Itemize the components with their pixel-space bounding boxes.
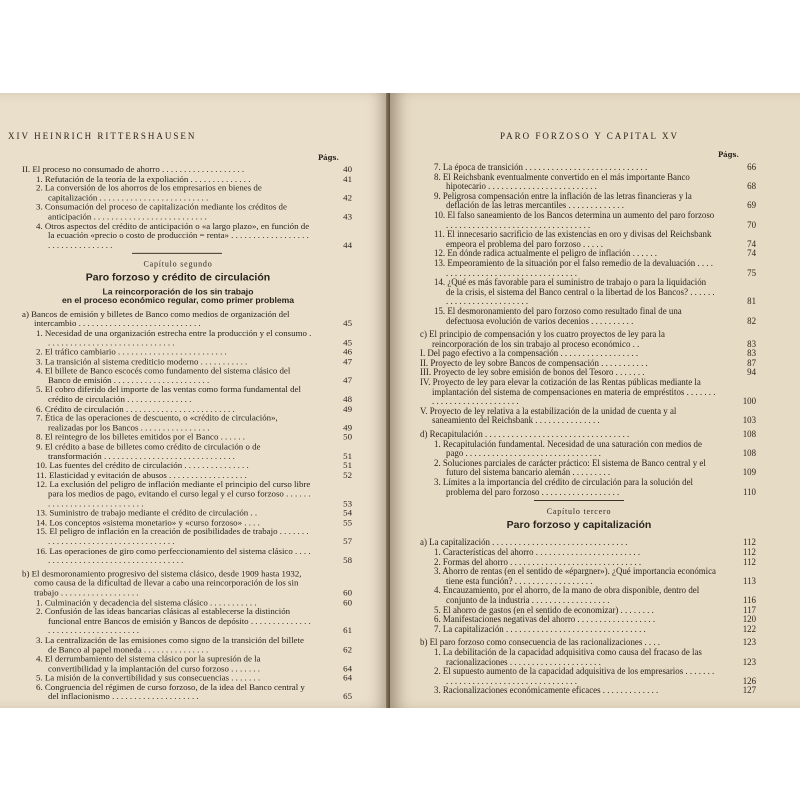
toc-entry-title: 1. La debilitación de la capacidad adquisitiva como causa del fracaso de las racionalizaciones . . . . . . . . . . . . . . . . . . . . .	[434, 646, 702, 667]
toc-entry	[22, 308, 352, 329]
toc-entry	[420, 457, 756, 478]
toc-entry	[22, 182, 352, 203]
toc-page-number: 49	[343, 422, 352, 433]
toc-page-number: 83	[747, 338, 756, 349]
toc-entry-title: 4. Otros aspectos del crédito de anticipación o «a largo plazo», en función de la ecuación «precio o costo de producción = renta» . . . . . . . . . . . . . . . . . . . . . . . . . . . . . . . . .	[36, 220, 310, 250]
toc-entry-title: 2. El tráfico cambiario . . . . . . . . . . . . . . . . . . . . . . . . .	[36, 346, 227, 357]
toc-page-number: 57	[343, 536, 352, 547]
toc-page-number: 108	[742, 429, 756, 440]
toc-page-number: 41	[343, 173, 352, 184]
toc-page-number: 45	[343, 318, 352, 329]
toc-entry	[420, 685, 756, 696]
toc-page-number: 47	[343, 375, 352, 386]
toc-page-number: 87	[747, 357, 756, 368]
toc-page-number: 65	[343, 691, 352, 702]
toc-entry-title: I. Del pago efectivo a la compensación . . . . . . . . . . . . . . . . . .	[420, 348, 639, 359]
toc-entry-title: 2. Formas del ahorro . . . . . . . . . . . . . . . . . . . . . . . . . . . . . .	[434, 556, 642, 567]
toc-entry-title: d) Recapitulación . . . . . . . . . . . . . . . . . . . . . . . . . . . . . . . . .	[420, 429, 630, 440]
toc-entry-title: IV. Proyecto de ley para elevar la cotización de las Rentas públicas mediante la implantación del sistema de compensaciones en materia de empréstitos . . . . . . . . . . . . . . . . . . . . . . . . . . .	[420, 377, 716, 407]
right-entries-d	[420, 429, 756, 497]
toc-entry-title: 10. Las fuentes del crédito de circulación . . . . . . . . . . . . . . .	[36, 460, 249, 471]
toc-entry-title: V. Proyecto de ley relativa a la estabilización de la unidad de cuenta y al saneamiento del Reichsbank . . . . . . . . . . . . . . .	[420, 405, 677, 426]
section-rule	[132, 253, 222, 254]
toc-entry-title: 6. Crédito de circulación . . . . . . . . . . . . . . . . . . . . . . . . .	[36, 403, 235, 414]
toc-page-number: 50	[343, 431, 352, 442]
toc-entry	[420, 377, 756, 407]
toc-entry	[22, 384, 352, 405]
left-entries-a	[22, 308, 352, 566]
toc-entry-title: 7. La capitalización . . . . . . . . . . . . . . . . . . . . . . . . . . . . . . . .	[434, 623, 646, 634]
right-pags-label: Págs.	[718, 150, 739, 159]
toc-entry-title: 8. El reintegro de los billetes emitidos por el Banco . . . . . .	[36, 431, 246, 442]
toc-entry-title: 11. El innecesario sacrificio de las existencias en oro y divisas del Reichsbank empeora el problema del paro forzoso . . . . .	[434, 229, 712, 249]
toc-page-number: 112	[743, 546, 756, 557]
right-entries-b3	[420, 637, 756, 696]
toc-entry	[22, 568, 352, 598]
toc-entry-title: II. Proyecto de ley sobre Bancos de compensación . . . . . . . . . . .	[420, 357, 648, 368]
toc-entry-title: 9. El crédito a base de billetes como crédito de circulación o de transformación . . . . . . . . . . . . . . . . . . . . . . . . . . . . . .	[36, 441, 261, 461]
toc-entry-title: 1. Recapitulación fundamental. Necesidad de una saturación con medios de pago . . . . . . . . . . . . . . . . . . . . . . . . . . . . . . .	[434, 438, 702, 459]
toc-page-number: 53	[343, 498, 352, 509]
right-content	[420, 162, 756, 696]
toc-entry-title: 7. La época de transición . . . . . . . . . . . . . . . . . . . . . . . . . . . .	[434, 162, 648, 172]
toc-entry	[420, 666, 756, 686]
toc-entry	[420, 305, 756, 326]
toc-entry-title: 9. Peligrosa compensación entre la inflación de las letras financieras y la deflación de las letras mercantiles . . . . . . . . . . . . .	[434, 190, 692, 211]
right-running-head: PARO FORZOSO Y CAPITAL XV	[500, 131, 679, 141]
toc-page-number: 75	[747, 267, 756, 278]
toc-entry-title: 13. Suministro de trabajo mediante el crédito de circulación . .	[36, 507, 258, 518]
toc-page-number: 82	[747, 315, 756, 326]
toc-entry	[420, 623, 756, 635]
toc-entry	[420, 257, 756, 278]
toc-entry-title: 3. Consumación del proceso de capitalización mediante los créditos de anticipación . . . . . . . . . . . . . . . . . . . . . . . . . .	[36, 201, 287, 222]
toc-entry-title: 3. Ahorro de rentas (en el sentido de «épargner»). ¿Qué importancia económica tiene esta función? . . . . . . . . . . . . . . . . . .	[434, 566, 717, 586]
toc-page-number: 113	[743, 575, 756, 586]
toc-page-number: 103	[742, 415, 756, 426]
toc-entry-title: 2. Soluciones parciales de carácter práctico: El sistema de Banco central y el futuro del sistema bancario alemán . . . . . . . . .	[434, 457, 706, 478]
toc-entry-title: 14. ¿Qué es más favorable para el suministro de trabajo o para la liquidación de la crisis, el sistema del Banco central o la libertad de los Bancos? . . . . . . . . . . . . . . . . . . . . . . . . .	[434, 277, 715, 307]
toc-page-number: 40	[343, 164, 352, 174]
toc-entry	[22, 413, 352, 433]
toc-entry-title: 1. Culminación y decadencia del sistema clásico . . . . . . . . . . .	[36, 596, 257, 607]
toc-page-number: 116	[743, 594, 756, 605]
toc-entry-title: c) El principio de compensación y los cuatro proyectos de ley para la reincorporación de los sin trabajo al proceso económico . .	[420, 329, 665, 349]
toc-page-number: 74	[747, 238, 756, 249]
toc-entry-title: 3. Racionalizaciones económicamente eficaces . . . . . . . . . . . . .	[434, 685, 659, 696]
toc-page-number: 83	[747, 348, 756, 359]
toc-entry	[420, 171, 756, 192]
toc-entry-title: 3. Límites a la importancia del crédito de circulación para la solución del problema del paro forzoso . . . . . . . . . . . . . . . . . .	[434, 477, 694, 497]
toc-page-number: 122	[742, 623, 756, 634]
toc-page-number: 64	[343, 672, 352, 683]
toc-entry-title: 4. El derrumbamiento del sistema clásico por la supresión de la convertibilidad y la implantación del curso forzoso . . . . . . .	[36, 653, 261, 674]
toc-entry	[420, 209, 756, 230]
toc-entry-title: b) El desmoronamiento progresivo del sistema clásico, desde 1909 hasta 1932, como causa de la dificultad de llevar a cabo una reincorporación de los sin trabajo . . . . . . . . . . . . . . . . . .	[22, 568, 302, 598]
left-entries-top	[22, 164, 352, 250]
chapter-title: Paro forzoso y crédito de circulación	[85, 271, 271, 284]
toc-entry	[420, 438, 756, 459]
toc-entry-title: 2. El supuesto aumento de la capacidad adquisitiva de los empresarios . . . . . . . . . . . . . . . . . . . . . . . . . . . . . . . . . . . . .	[434, 666, 715, 686]
toc-entry	[22, 479, 352, 509]
toc-page-number: 74	[747, 248, 756, 259]
chapter-subtitle-2: en el proceso económico regular, como primer problema	[61, 295, 295, 306]
toc-entry-title: 8. El Reichsbank eventualmente convertido en el más importante Banco hipotecario . . . . . . . . . . . . . . . . . . . . . . . . .	[434, 171, 690, 192]
toc-page-number: 55	[343, 517, 352, 528]
toc-page-number: 62	[343, 644, 352, 655]
left-pags-label: Págs.	[318, 153, 339, 162]
toc-entry	[420, 585, 756, 605]
toc-entry-title: 6. Manifestaciones negativas del ahorro . . . . . . . . . . . . . . . . . .	[434, 614, 656, 625]
toc-entry-title: 1. Características del ahorro . . . . . . . . . . . . . . . . . . . . . . . .	[434, 546, 641, 557]
toc-entry	[420, 405, 756, 426]
toc-page-number: 58	[343, 555, 352, 565]
right-entries-c	[420, 329, 756, 426]
toc-entry	[420, 646, 756, 667]
toc-page-number: 112	[743, 537, 756, 548]
left-content	[22, 164, 352, 702]
toc-entry-title: 6. Congruencia del régimen de curso forzoso, de la idea del Banco central y del inflacionismo . . . . . . . . . . . . . . . . . . . .	[36, 682, 305, 702]
toc-entry-title: 5. La misión de la convertibilidad y sus consecuencias . . . . . . .	[36, 672, 261, 683]
toc-page-number: 108	[742, 448, 756, 459]
toc-entry	[22, 634, 352, 655]
toc-entry	[420, 477, 756, 497]
toc-entry	[22, 653, 352, 674]
toc-entry-title: 2. Confusión de las ideas bancarias clásicas al establecerse la distinción funcional entre Bancos de emisión y Bancos de depósito . . . . . . . . . . . . . . . . . . . . . . . . . . . . . . . . . . .	[36, 606, 311, 636]
toc-entry-title: 4. El billete de Banco escocés como fundamento del sistema clásico del Banco de emisión . . . . . . . . . . . . . . . . . . . . . .	[36, 365, 291, 386]
toc-entry-title: b) El paro forzoso como consecuencia de las racionalizaciones . . . .	[420, 637, 661, 648]
right-page	[390, 93, 800, 708]
toc-page-number: 81	[747, 296, 756, 307]
toc-page-number: 112	[743, 556, 756, 567]
toc-entry-title: a) La capitalización . . . . . . . . . . . . . . . . . . . . . . . . . . . . . . .	[420, 537, 628, 548]
toc-page-number: 61	[343, 625, 352, 636]
toc-page-number: 42	[343, 192, 352, 203]
toc-entry	[22, 201, 352, 222]
toc-entry-title: III. Proyecto de ley sobre emisión de bonos del Tesoro . . . . . . .	[420, 367, 645, 378]
toc-entry-title: 1. Refutación de la teoría de la expoliación . . . . . . . . . . . . . .	[36, 173, 251, 184]
toc-entry-title: 4. Encauzamiento, por el ahorro, de la mano de obra disponible, dentro del conjunto de la industria . . . . . . . . . . . . . . . . . .	[434, 585, 700, 605]
toc-entry-title: 10. El falso saneamiento de los Bancos determina un aumento del paro forzoso . . . . . . . . . . . . . . . . . . . . . . . . . . . . . . . . .	[434, 209, 715, 230]
toc-page-number: 45	[343, 337, 352, 348]
toc-entry-title: 12. En dónde radica actualmente el peligro de inflación . . . . . .	[434, 248, 658, 259]
toc-entry-title: II. El proceso no consumado de ahorro . . . . . . . . . . . . . . . . . . .	[22, 164, 245, 174]
chapter-subtitle-1: La reincorporación de los sin trabajo	[102, 285, 254, 296]
toc-page-number: 43	[343, 211, 352, 222]
toc-entry-title: 3. La centralización de las emisiones como signo de la transición del billete de Banco al papel moneda . . . . . . . . . . . . . . .	[36, 634, 304, 655]
right-entries-top	[420, 162, 756, 326]
toc-entry	[420, 329, 756, 349]
toc-page-number: 48	[343, 394, 352, 404]
toc-entry	[420, 190, 756, 211]
toc-page-number: 100	[742, 396, 756, 407]
left-running-head: XIV HEINRICH RITTERSHAUSEN	[8, 131, 197, 141]
toc-entry	[22, 365, 352, 386]
chapter-label-3: Capítulo tercero	[546, 507, 612, 517]
toc-entry	[22, 545, 352, 566]
toc-entry	[22, 441, 352, 461]
toc-entry-title: 3. La transición al sistema crediticio moderno . . . . . . . . . . .	[36, 356, 248, 367]
toc-page-number: 109	[742, 467, 756, 478]
chapter-title-3: Paro forzoso y capitalización	[506, 518, 652, 531]
toc-page-number: 123	[742, 656, 756, 667]
toc-entry-title: 15. El peligro de inflación en la creación de posibilidades de trabajo . . . . . . . . . . . . . . . . . . . . . . . . . . . . . . . . . . . .	[36, 526, 309, 547]
toc-page-number: 51	[343, 450, 352, 461]
toc-page-number: 60	[343, 596, 352, 607]
toc-page-number: 52	[343, 469, 352, 480]
toc-page-number: 120	[742, 614, 756, 625]
toc-page-number: 47	[343, 356, 352, 367]
toc-entry-title: a) Bancos de emisión y billetes de Banco como medios de organización del intercambio . . . . . . . . . . . . . . . . . . . . . . . . . . . .	[22, 308, 290, 329]
toc-page-number: 70	[747, 219, 756, 230]
toc-entry-title: 7. Ética de las operaciones de descuento, o «crédito de circulación», realizadas por los Bancos . . . . . . . . . . . . . . . .	[36, 413, 278, 433]
toc-page-number: 123	[742, 637, 756, 648]
toc-entry-title: 11. Elasticidad y evitación de abusos . . . . . . . . . . . . . . . . . .	[36, 469, 247, 480]
section-rule	[534, 500, 624, 501]
toc-page-number: 54	[343, 507, 352, 518]
toc-page-number: 64	[343, 663, 352, 674]
toc-page-number: 46	[343, 346, 352, 357]
toc-entry-title: 1. Necesidad de una organización estrecha entre la producción y el consumo . . . . . . . . . . . . . . . . . . . . . . . . . . . . . .	[36, 327, 312, 348]
toc-page-number: 110	[743, 486, 756, 497]
toc-entry	[420, 566, 756, 586]
left-entries-b	[22, 568, 352, 702]
toc-page-number: 60	[343, 587, 352, 598]
toc-entry-title: 13. Empeoramiento de la situación por el falso remedio de la devaluación . . . . . . . . . . . . . . . . . . . . . . . . . . . . . . . . . .	[434, 257, 713, 278]
toc-page-number: 44	[343, 239, 352, 250]
toc-page-number: 49	[343, 403, 352, 414]
toc-page-number: 51	[343, 460, 352, 471]
chapter-label: Capítulo segundo	[143, 260, 213, 269]
toc-entry	[420, 229, 756, 249]
toc-entry	[22, 327, 352, 348]
toc-page-number: 69	[747, 200, 756, 211]
toc-page-number: 117	[743, 604, 756, 615]
toc-entry	[22, 606, 352, 636]
toc-page-number: 127	[742, 685, 756, 696]
toc-page-number: 68	[747, 181, 756, 192]
toc-entry-title: 14. Los conceptos «sistema monetario» y «curso forzoso» . . . .	[36, 517, 260, 528]
toc-entry	[22, 682, 352, 702]
toc-entry-title: 12. La exclusión del peligro de inflación mediante el principio del curso libre para los medios de pago, evitando el curso legal y el curso forzoso . . . . . . . . . . . . . . . . . . . . . . . . . . . .	[36, 479, 311, 509]
open-book	[0, 93, 800, 708]
toc-entry-title: 5. El ahorro de gastos (en el sentido de economizar) . . . . . . . .	[434, 604, 654, 615]
toc-entry	[420, 277, 756, 307]
toc-entry	[22, 220, 352, 250]
toc-entry	[22, 526, 352, 547]
toc-entry-title: 15. El desmoronamiento del paro forzoso como resultado final de una defectuosa evolución de varios decenios . . . . . . . . . .	[434, 305, 682, 326]
right-entries-a3	[420, 537, 756, 634]
toc-page-number: 94	[747, 367, 756, 378]
toc-entry-title: 16. Las operaciones de giro como perfeccionamiento del sistema clásico . . . . . . . . . . . . . . . . . . . . . . . . . . . . . . . . . . .	[36, 545, 311, 565]
toc-entry-title: 5. El cobro diferido del importe de las ventas como forma fundamental del crédito de circulación . . . . . . . . . . . . . . .	[36, 384, 301, 404]
toc-entry-title: 2. La conversión de los ahorros de los empresarios en bienes de capitalización . . . . . . . . . . . . . . . . . . . . . . . . .	[36, 182, 262, 203]
left-page	[0, 93, 390, 708]
toc-page-number: 66	[747, 162, 756, 172]
toc-page-number: 126	[742, 675, 756, 686]
